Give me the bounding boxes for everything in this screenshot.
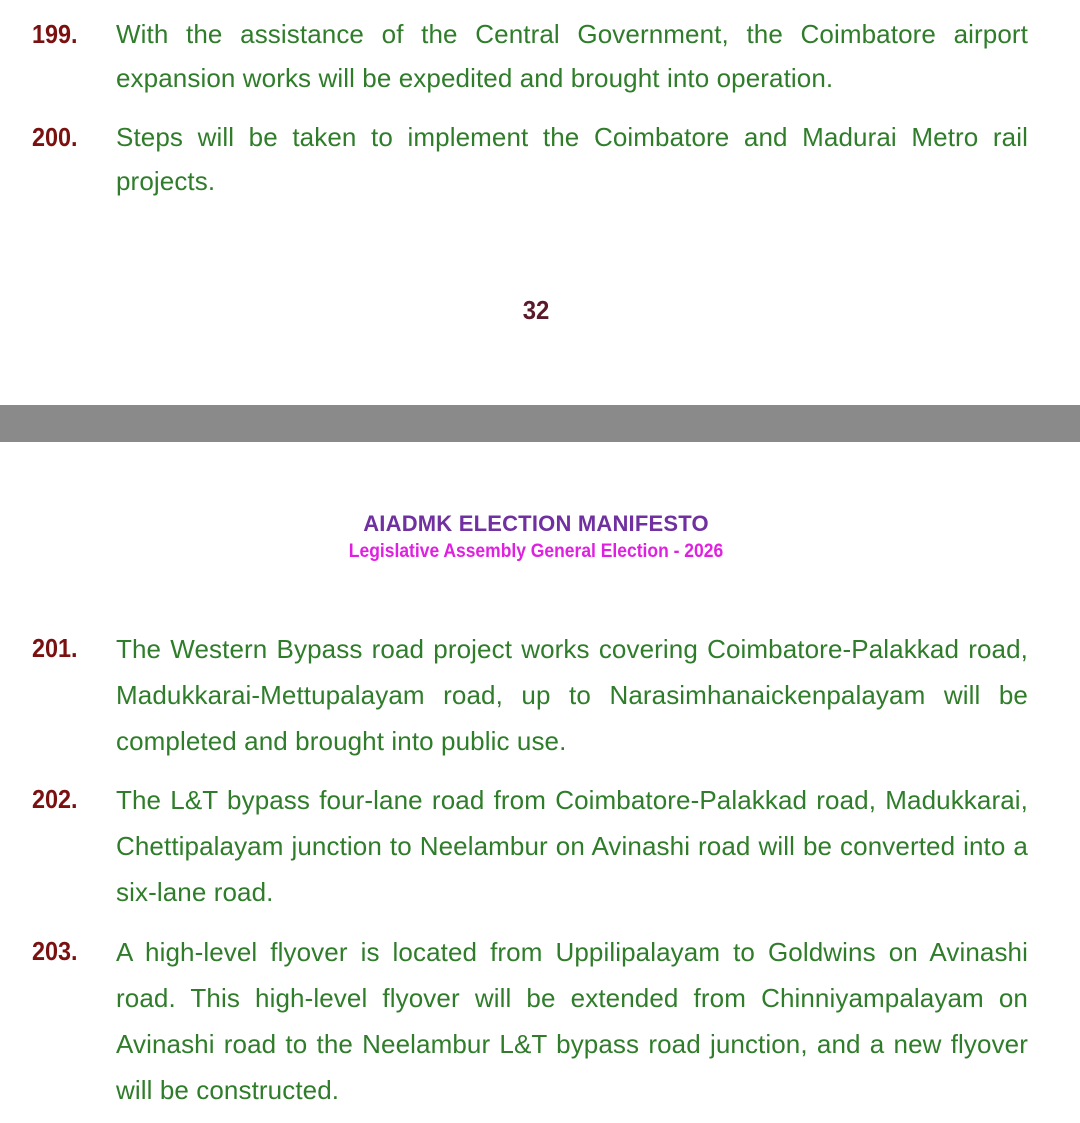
item-number: 199. [32, 19, 78, 49]
item-number: 202. [32, 784, 78, 814]
item-text: The L&T bypass four-lane road from Coimbatore-Palakkad road, Madukkarai, Chettipalayam junction to Neelambur on Avinashi road will be converted into a six-lane road. [116, 785, 1028, 907]
page-33 [0, 442, 1080, 1123]
item-text: Steps will be taken to implement the Coimbatore and Madurai Metro rail projects. [116, 122, 1028, 196]
item-number: 203. [32, 936, 78, 966]
item-text: A high-level flyover is located from Uppilipalayam to Goldwins on Avinashi road. This high-level flyover will be extended from Chinniyampalayam on Avinashi road to the Neelambur L&T bypass road junction, and a new flyover will be constructed. [116, 937, 1028, 1105]
page-32 [0, 0, 1080, 405]
manifesto-header-title: AIADMK ELECTION MANIFESTO [363, 511, 709, 536]
item-text: The Western Bypass road project works covering Coimbatore-Palakkad road, Madukkarai-Mettupalayam road, up to Narasimhanaickenpalayam will be completed and brought into public use. [116, 634, 1028, 756]
item-number: 200. [32, 122, 78, 152]
page-number: 32 [522, 295, 550, 325]
manifesto-header-subtitle: Legislative Assembly General Election - 2026 [348, 541, 724, 562]
page-divider [0, 405, 1080, 442]
item-number: 201. [32, 633, 78, 663]
item-text: With the assistance of the Central Government, the Coimbatore airport expansion works will be expedited and brought into operation. [116, 19, 1028, 93]
